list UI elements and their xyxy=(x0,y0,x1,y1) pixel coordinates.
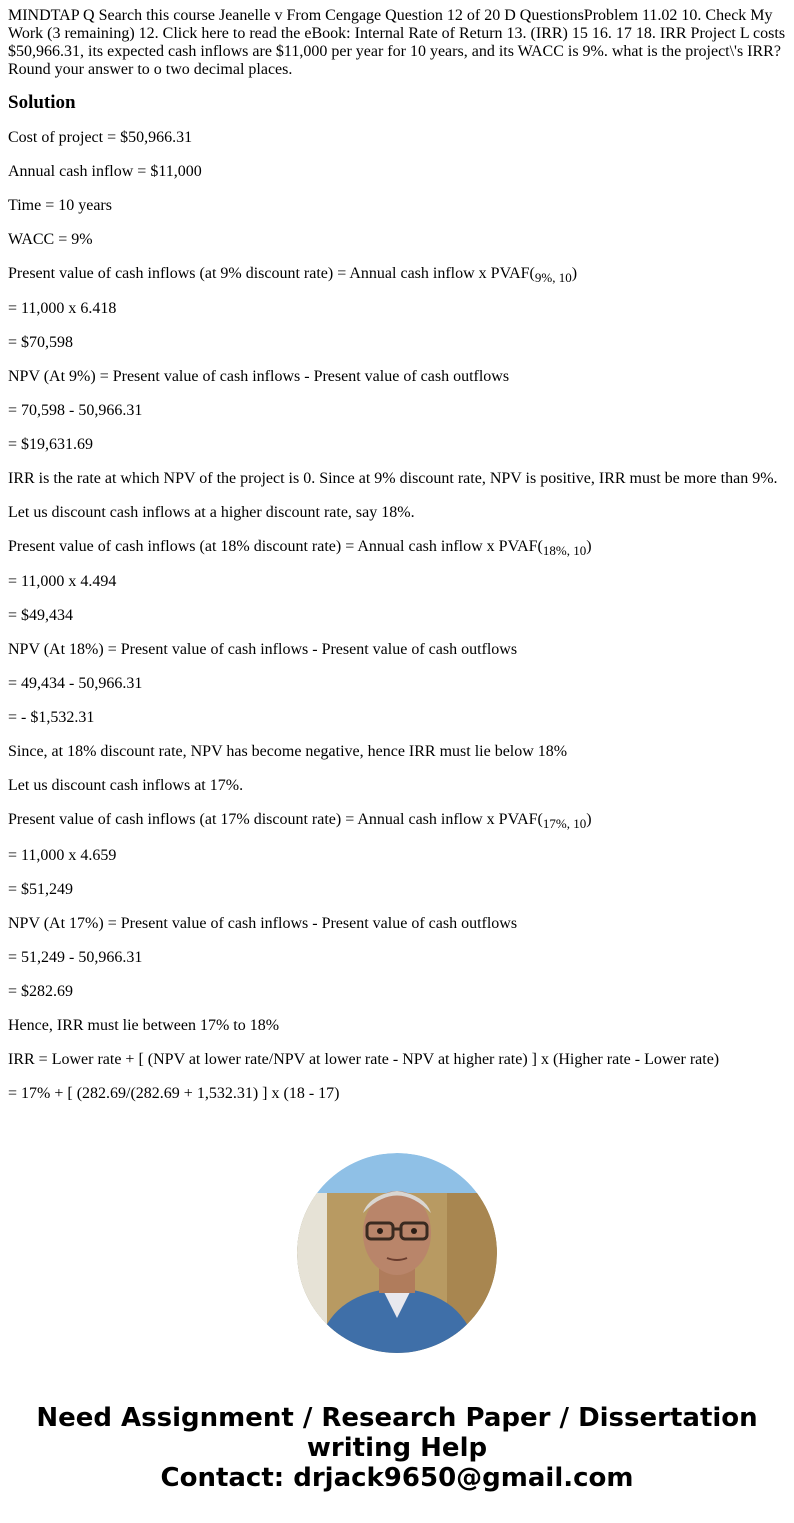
solution-line: NPV (At 9%) = Present value of cash inflows - Present value of cash outflows xyxy=(8,368,510,386)
formula-close: ) xyxy=(571,265,578,282)
contact-email: Contact: drjack9650@gmail.com xyxy=(160,1463,634,1493)
solution-line: Annual cash inflow = $11,000 xyxy=(8,163,202,180)
solution-line: NPV (At 17%) = Present value of cash inflows - Present value of cash outflows xyxy=(8,914,518,932)
solution-line xyxy=(8,538,786,560)
solution-line: = $51,249 xyxy=(8,880,74,898)
formula-close: ) xyxy=(586,811,592,829)
formula-text: Present value of cash inflows (at 9% discount rate) = Annual cash inflow x PVAF( xyxy=(8,265,535,282)
solution-line: = - $1,532.31 xyxy=(8,709,95,727)
contact-banner xyxy=(0,1403,794,1493)
formula-text: Present value of cash inflows (at 18% discount rate) = Annual cash inflow x PVAF( xyxy=(8,538,543,556)
solution-line: = $49,434 xyxy=(8,607,74,625)
banner-line: Need Assignment / Research Paper / Dissertation xyxy=(36,1403,758,1433)
solution-line: = $70,598 xyxy=(8,334,74,352)
solution-line: IRR is the rate at which NPV of the project is 0. Since at 9% discount rate, NPV is positive, IRR must be more than 9%. xyxy=(8,470,778,488)
solution-line: IRR = Lower rate + [ (NPV at lower rate/NPV at lower rate - NPV at higher rate) ] x (Higher rate - Lower rate) xyxy=(8,1050,720,1068)
solution-line xyxy=(8,811,786,833)
formula-text: Present value of cash inflows (at 17% discount rate) = Annual cash inflow x PVAF( xyxy=(8,811,543,829)
solution-line xyxy=(8,265,786,287)
solution-line: Time = 10 years xyxy=(8,197,112,214)
avatar xyxy=(297,1153,497,1353)
solution-line: = 17% + [ (282.69/(282.69 + 1,532.31) ] x (18 - 17) xyxy=(8,1084,340,1102)
solution-line: NPV (At 18%) = Present value of cash inflows - Present value of cash outflows xyxy=(8,641,518,659)
solution-line: Hence, IRR must lie between 17% to 18% xyxy=(8,1016,280,1034)
solution-line: = $19,631.69 xyxy=(8,436,94,454)
solution-line: = 11,000 x 4.494 xyxy=(8,573,117,591)
solution-line: = 11,000 x 4.659 xyxy=(8,846,117,864)
solution-line: = 11,000 x 6.418 xyxy=(8,300,117,318)
solution-line: Since, at 18% discount rate, NPV has become negative, hence IRR must lie below 18% xyxy=(8,743,568,761)
solution-line: = 70,598 - 50,966.31 xyxy=(8,402,143,420)
formula-subscript: 17%, 10 xyxy=(542,816,587,832)
solution-line: = $282.69 xyxy=(8,982,74,1000)
solution-line: WACC = 9% xyxy=(8,231,93,248)
solution-line: Let us discount cash inflows at a higher discount rate, say 18%. xyxy=(8,504,415,522)
solution-heading: Solution xyxy=(8,92,76,113)
solution-line: Cost of project = $50,966.31 xyxy=(8,129,193,146)
solution-line: Let us discount cash inflows at 17%. xyxy=(8,777,244,795)
formula-close: ) xyxy=(586,538,592,556)
question-text: MINDTAP Q Search this course Jeanelle v From Cengage Question 12 of 20 D QuestionsProblem 11.02 10. Check My Work (3 remaining) 12. Click here to read the eBook: Internal Rate of Return 13. (IRR) 15 16. 17 18. IRR Project L costs $50,966.31, its expected cash inflows are $11,000 per year for 10 years, and its WACC is 9%. what is the project\'s IRR? Round your answer to o two decimal places. xyxy=(8,7,786,78)
avatar-photo xyxy=(297,1153,497,1353)
banner-line: writing Help xyxy=(306,1433,488,1463)
formula-subscript: 9%, 10 xyxy=(534,270,572,286)
solution-line: = 51,249 - 50,966.31 xyxy=(8,948,143,966)
formula-subscript: 18%, 10 xyxy=(542,543,587,559)
solution-line: = 49,434 - 50,966.31 xyxy=(8,675,143,693)
